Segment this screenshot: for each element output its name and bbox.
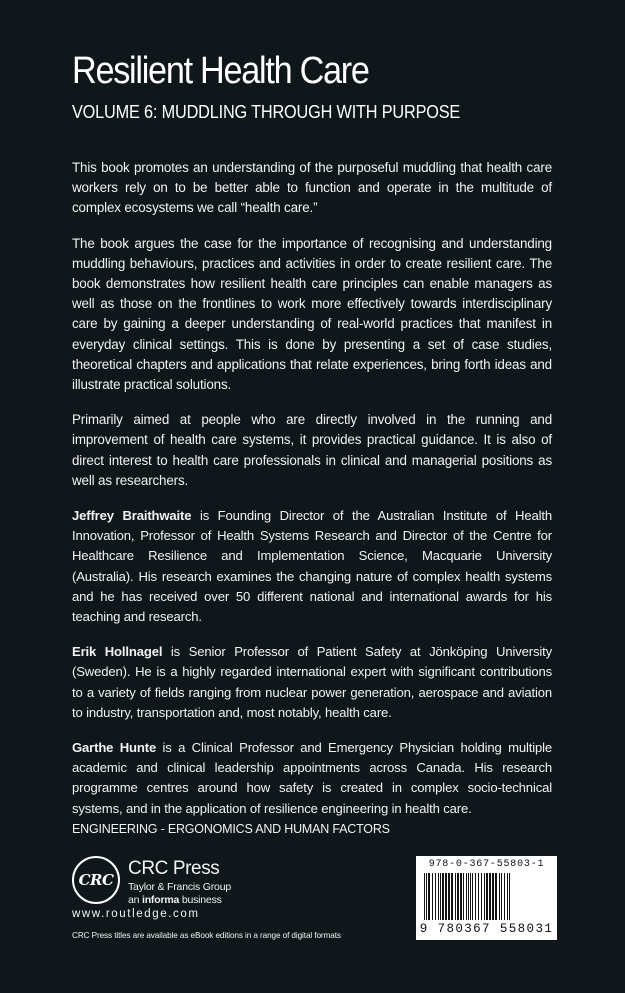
barcode-bar: [463, 873, 464, 920]
barcode-bar: [468, 873, 469, 920]
barcode-bar: [481, 873, 482, 920]
barcode-bar: [495, 873, 497, 920]
isbn-barcode: [416, 856, 557, 940]
barcode-bar: [466, 873, 467, 920]
author-name: Erik Hollnagel: [72, 644, 163, 660]
ebook-note: CRC Press titles are available as eBook editions in a range of digital formats: [72, 931, 341, 940]
author-name: Jeffrey Braithwaite: [72, 508, 192, 524]
barcode-bar: [486, 873, 488, 920]
barcode-bar: [501, 873, 502, 920]
barcode-bar: [455, 873, 456, 920]
barcode-bar: [484, 873, 485, 920]
publisher-website[interactable]: www.routledge.com: [72, 908, 200, 920]
author-bio-braithwaite: [72, 506, 552, 627]
publisher-block: [128, 858, 231, 907]
barcode-bar: [507, 873, 508, 920]
publisher-name: CRC Press: [128, 858, 220, 879]
description-paragraph-2: The book argues the case for the importance of recognising and understanding muddling behaviours, practices and activities in order to create resilient care. The book demonstrates how resilient health care principles can enable managers as well as those on the frontlines to work more effectively towards interdisciplinary care by gaining a deeper understanding of real-world practices that manifest in everyday clinical settings. This is done by presenting a set of case studies, theoretical chapters and applications that relate experiences, bring forth ideas and illustrate practical solutions.: [72, 235, 552, 393]
barcode-bar: [499, 873, 500, 920]
barcode-bar: [451, 873, 453, 920]
barcode-bar: [478, 873, 479, 920]
author-bio-hunte: [72, 738, 552, 819]
isbn-digits: 9 780367 558031: [419, 922, 554, 936]
barcode-bar: [492, 873, 494, 920]
book-title: Resilient Health Care: [72, 50, 369, 92]
author-name: Garthe Hunte: [72, 740, 157, 756]
barcode-bar: [432, 873, 433, 920]
barcode-bar: [438, 873, 439, 920]
informa-word: informa: [142, 894, 180, 906]
barcode-bar: [460, 873, 462, 920]
barcode-bar: [428, 873, 430, 920]
author-bio-text: is Founding Director of the Australian Institute of Health Innovation, Professor of Health Systems Research and Director of the Centre for Healthcare Resilience and Implementation Science, Macquarie University (Australia). His research examines the changing nature of complex health systems and he has received over 50 different national and international awards for his teaching and research.: [72, 508, 553, 625]
author-bio-text: is Senior Professor of Patient Safety at Jönköping University (Sweden). He is a highly regarded international expert with significant contributions to a variety of fields ranging from nuclear power generation, aerospace and aviation to industry, transportation and, most notably, health care.: [72, 644, 552, 720]
barcode-bar: [440, 873, 441, 920]
barcode-bar: [475, 873, 476, 920]
publisher-group: Taylor & Francis Group: [128, 881, 231, 893]
barcode-bar: [435, 873, 436, 920]
barcode-bar: [489, 873, 491, 920]
author-bio-hollnagel: [72, 642, 552, 723]
description-paragraph-3: Primarily aimed at people who are directly involved in the running and improvement of health care systems, it provides practical guidance. It is also of direct interest to health care professionals in clinical and managerial positions as well as researchers.: [72, 412, 552, 488]
barcode-bar: [472, 873, 473, 920]
author-bio-text: is a Clinical Professor and Emergency Physician holding multiple academic and clinical leadership appointments across Canada. His research programme centres around how safety is created in complex socio-technical systems, and in the application of resilience engineering in health care.: [72, 740, 553, 816]
barcode-bar: [470, 873, 471, 920]
book-subtitle: VOLUME 6: MUDDLING THROUGH WITH PURPOSE: [72, 101, 461, 122]
back-cover-text: [72, 158, 552, 834]
logo-text: CRC: [78, 871, 114, 889]
barcode-icon: [422, 873, 551, 920]
subject-category: ENGINEERING - ERGONOMICS AND HUMAN FACTORS: [72, 822, 390, 836]
barcode-bar: [448, 873, 450, 920]
description-paragraph-1: This book promotes an understanding of the purposeful muddling that health care workers rely on to be better able to function and operate in the multitude of complex ecosystems we call “health care.”: [72, 160, 552, 216]
barcode-bar: [509, 873, 510, 920]
crc-logo-icon: [72, 856, 120, 904]
isbn-label: 978-0-367-55803-1: [428, 859, 545, 870]
barcode-bar: [426, 873, 427, 920]
barcode-bar: [457, 873, 459, 920]
barcode-bar: [442, 873, 444, 920]
barcode-bar: [504, 873, 505, 920]
publisher-affiliation: an informa business: [128, 894, 222, 906]
barcode-bar: [445, 873, 447, 920]
barcode-bar: [424, 873, 425, 920]
